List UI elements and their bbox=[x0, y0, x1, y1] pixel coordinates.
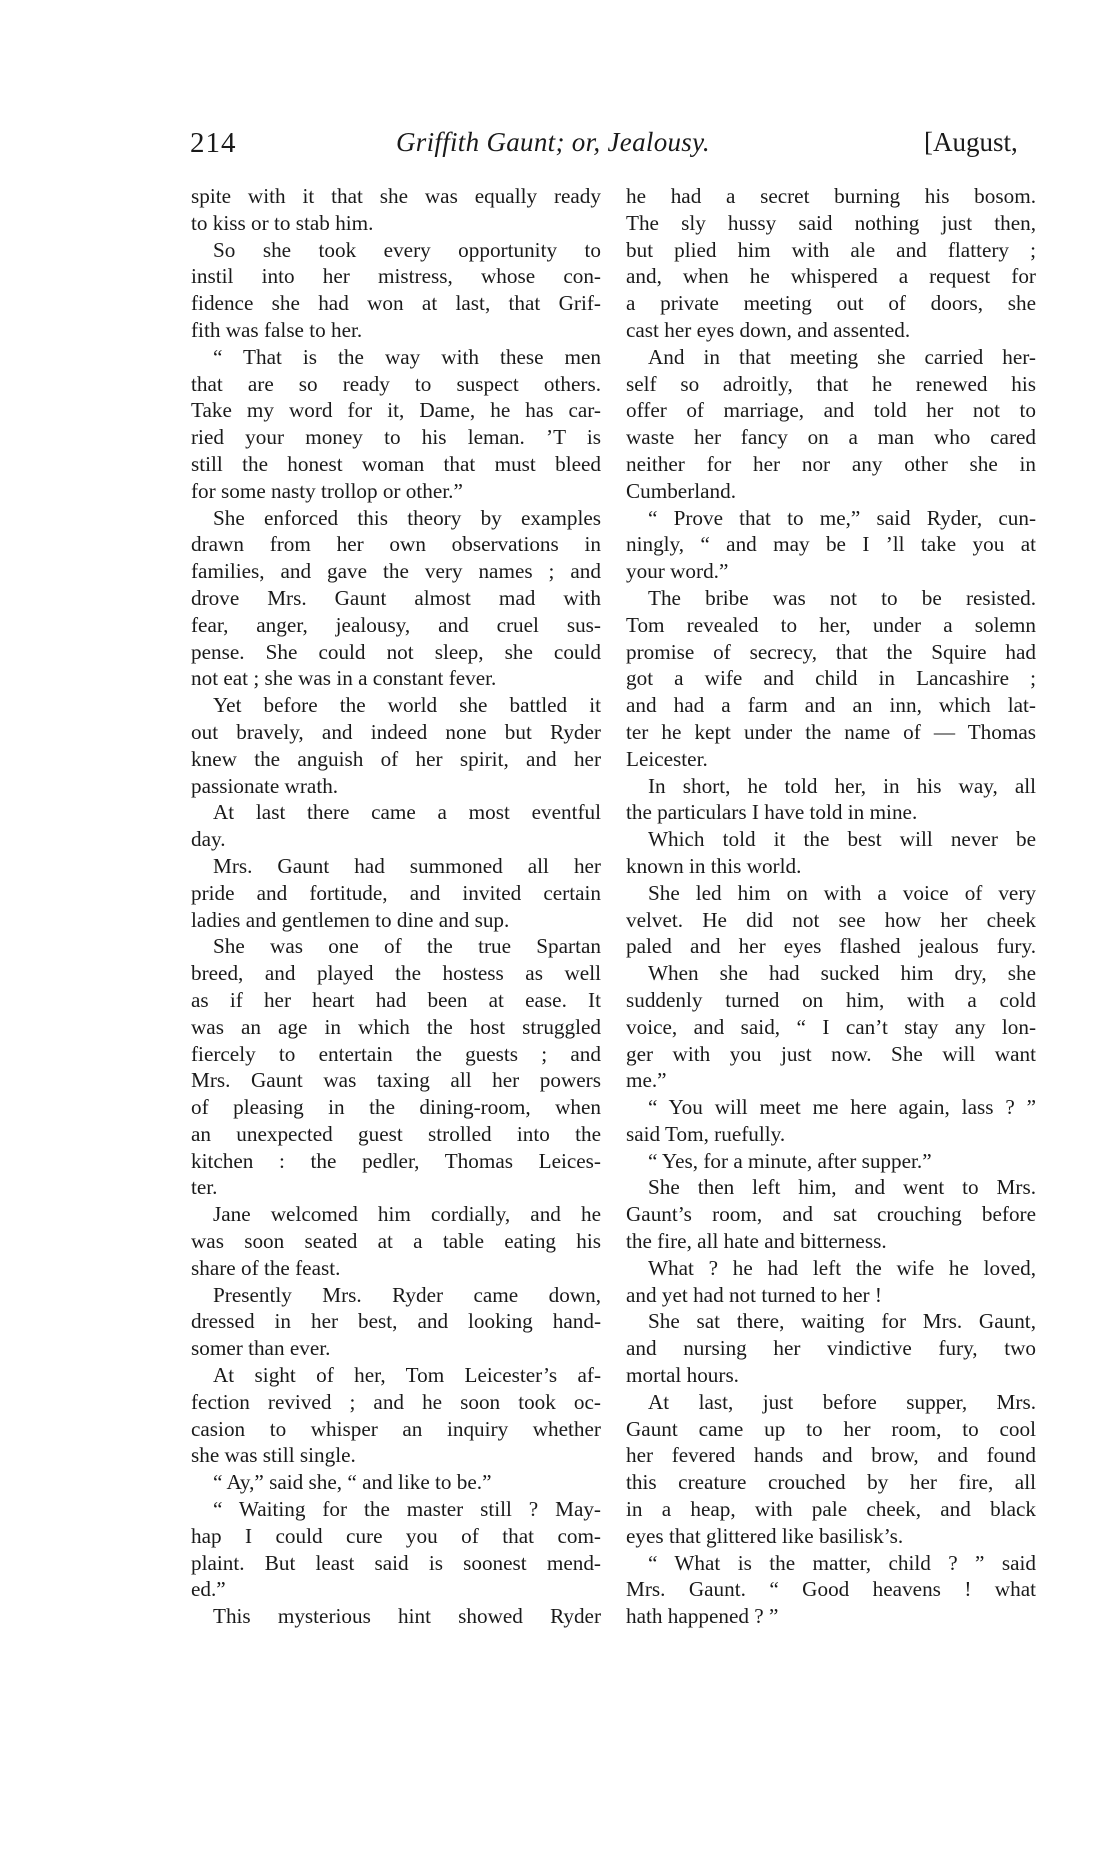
text-line: velvet. He did not see how her cheek bbox=[626, 907, 1036, 932]
text-line: an unexpected guest strolled into the bbox=[191, 1121, 601, 1146]
text-line: plaint. But least said is soonest mend- bbox=[191, 1550, 601, 1575]
text-line: kitchen : the pedler, Thomas Leices- bbox=[191, 1148, 601, 1173]
page-number: 214 bbox=[190, 127, 237, 159]
text-line: and, when he whispered a request for bbox=[626, 264, 1036, 289]
text-line: and nursing her vindictive fury, two bbox=[626, 1336, 1036, 1361]
text-line: ningly, “ and may be I ’ll take you at bbox=[626, 532, 1036, 557]
text-column-right bbox=[626, 183, 1036, 1630]
text-line: When she had sucked him dry, she bbox=[648, 961, 1036, 986]
text-line: She was one of the true Spartan bbox=[213, 934, 601, 959]
text-line: ter. bbox=[191, 1175, 218, 1200]
text-line: She led him on with a voice of very bbox=[648, 880, 1036, 905]
text-line: Cumberland. bbox=[626, 478, 737, 503]
text-line: instil into her mistress, whose con- bbox=[191, 264, 601, 289]
text-line: “ Waiting for the master still ? May- bbox=[213, 1497, 601, 1522]
text-line: Gaunt’s room, and sat crouching before bbox=[626, 1202, 1036, 1227]
text-line: cast her eyes down, and assented. bbox=[626, 317, 911, 342]
text-line: spite with it that she was equally ready bbox=[191, 184, 601, 208]
text-line: her fevered hands and brow, and found bbox=[626, 1443, 1036, 1468]
text-line: mortal hours. bbox=[626, 1363, 739, 1388]
text-line: She sat there, waiting for Mrs. Gaunt, bbox=[648, 1309, 1036, 1334]
text-line: “ What is the matter, child ? ” said bbox=[648, 1550, 1036, 1575]
text-line: “ Ay,” said she, “ and like to be.” bbox=[213, 1470, 492, 1495]
text-line: ter he kept under the name of — Thomas bbox=[626, 719, 1036, 744]
text-line: out bravely, and indeed none but Ryder bbox=[191, 719, 601, 744]
text-line: The bribe was not to be resisted. bbox=[648, 585, 1036, 610]
text-line: paled and her eyes flashed jealous fury. bbox=[626, 934, 1036, 959]
text-line: she was still single. bbox=[191, 1443, 356, 1468]
text-line: and had a farm and an inn, which lat- bbox=[626, 693, 1036, 718]
text-line: breed, and played the hostess as well bbox=[191, 961, 601, 986]
page-header bbox=[0, 0, 1112, 180]
text-line: knew the anguish of her spirit, and her bbox=[191, 746, 601, 771]
text-line: Mrs. Gaunt was taxing all her powers bbox=[191, 1068, 601, 1093]
text-line: pense. She could not sleep, she could bbox=[191, 639, 601, 664]
text-line: In short, he told her, in his way, all bbox=[648, 773, 1036, 798]
text-line: a private meeting out of doors, she bbox=[626, 291, 1036, 316]
text-line: Which told it the best will never be bbox=[648, 827, 1036, 852]
text-line: Tom revealed to her, under a solemn bbox=[626, 612, 1036, 637]
text-line: in a heap, with pale cheek, and black bbox=[626, 1497, 1036, 1522]
text-line: At last, just before supper, Mrs. bbox=[648, 1389, 1036, 1414]
text-line: At last there came a most eventful bbox=[213, 800, 601, 825]
text-line: but plied him with ale and flattery ; bbox=[626, 237, 1036, 262]
text-line: “ Yes, for a minute, after supper.” bbox=[648, 1148, 932, 1173]
text-line: neither for her nor any other she in bbox=[626, 451, 1036, 476]
text-line: fear, anger, jealousy, and cruel sus- bbox=[191, 612, 601, 637]
text-line: said Tom, ruefully. bbox=[626, 1121, 786, 1146]
text-line: She then left him, and went to Mrs. bbox=[648, 1175, 1036, 1200]
text-line: Mrs. Gaunt had summoned all her bbox=[213, 853, 601, 878]
text-line: Jane welcomed him cordially, and he bbox=[213, 1202, 601, 1227]
text-line: Yet before the world she battled it bbox=[213, 693, 601, 718]
text-line: offer of marriage, and told her not to bbox=[626, 398, 1036, 423]
text-line: as if her heart had been at ease. It bbox=[191, 987, 601, 1012]
text-line: fection revived ; and he soon took oc- bbox=[191, 1389, 601, 1414]
text-line: that are so ready to suspect others. bbox=[191, 371, 601, 396]
text-line: voice, and said, “ I can’t stay any lon- bbox=[626, 1014, 1036, 1039]
text-line: the fire, all hate and bitterness. bbox=[626, 1229, 887, 1254]
text-line: day. bbox=[191, 827, 226, 852]
text-line: “ You will meet me here again, lass ? ” bbox=[648, 1095, 1036, 1120]
text-column-left bbox=[191, 183, 601, 1630]
text-line: suddenly turned on him, with a cold bbox=[626, 987, 1036, 1012]
text-line: “ Prove that to me,” said Ryder, cun- bbox=[648, 505, 1036, 530]
text-line: known in this world. bbox=[626, 853, 802, 878]
text-line: Take my word for it, Dame, he has car- bbox=[191, 398, 601, 423]
text-line: So she took every opportunity to bbox=[213, 237, 601, 262]
text-line: At sight of her, Tom Leicester’s af- bbox=[213, 1363, 601, 1388]
text-line: “ That is the way with these men bbox=[213, 344, 601, 369]
text-line: somer than ever. bbox=[191, 1336, 331, 1361]
text-line: share of the feast. bbox=[191, 1255, 341, 1280]
text-line: The sly hussy said nothing just then, bbox=[626, 210, 1036, 235]
text-line: passionate wrath. bbox=[191, 773, 339, 798]
text-line: self so adroitly, that he renewed his bbox=[626, 371, 1036, 396]
text-line: was an age in which the host struggled bbox=[191, 1014, 601, 1039]
text-line: What ? he had left the wife he loved, bbox=[648, 1255, 1036, 1280]
running-title: Griffith Gaunt; or, Jealousy. bbox=[396, 127, 710, 157]
text-line: ladies and gentlemen to dine and sup. bbox=[191, 907, 510, 932]
text-line: Gaunt came up to her room, to cool bbox=[626, 1416, 1036, 1441]
text-line: the particulars I have told in mine. bbox=[626, 800, 918, 825]
text-line: to kiss or to stab him. bbox=[191, 210, 374, 235]
text-line: ed.” bbox=[191, 1577, 226, 1602]
text-line: fidence she had won at last, that Grif- bbox=[191, 291, 601, 316]
text-line: Presently Mrs. Ryder came down, bbox=[213, 1282, 601, 1307]
text-line: drove Mrs. Gaunt almost mad with bbox=[191, 585, 601, 610]
text-line: hap I could cure you of that com- bbox=[191, 1523, 601, 1548]
text-line: your word.” bbox=[626, 559, 729, 584]
text-line: She enforced this theory by examples bbox=[213, 505, 601, 530]
text-line: And in that meeting she carried her- bbox=[648, 344, 1036, 369]
text-line: hath happened ? ” bbox=[626, 1604, 779, 1629]
text-line: was soon seated at a table eating his bbox=[191, 1229, 601, 1254]
text-line: for some nasty trollop or other.” bbox=[191, 478, 463, 503]
text-line: eyes that glittered like basilisk’s. bbox=[626, 1523, 904, 1548]
text-line: and yet had not turned to her ! bbox=[626, 1282, 882, 1307]
text-line: of pleasing in the dining-room, when bbox=[191, 1095, 601, 1120]
text-line: promise of secrecy, that the Squire had bbox=[626, 639, 1036, 664]
text-line: ger with you just now. She will want bbox=[626, 1041, 1036, 1066]
text-line: drawn from her own observations in bbox=[191, 532, 601, 557]
text-line: dressed in her best, and looking hand- bbox=[191, 1309, 601, 1334]
text-line: fith was false to her. bbox=[191, 317, 363, 342]
running-date: [August, bbox=[924, 127, 1018, 157]
text-line: Mrs. Gaunt. “ Good heavens ! what bbox=[626, 1577, 1036, 1602]
text-line: got a wife and child in Lancashire ; bbox=[626, 666, 1036, 691]
text-line: waste her fancy on a man who cared bbox=[626, 425, 1036, 450]
text-line: This mysterious hint showed Ryder bbox=[213, 1604, 601, 1629]
text-line: me.” bbox=[626, 1068, 667, 1093]
text-line: ried your money to his leman. ’T is bbox=[191, 425, 601, 450]
text-line: he had a secret burning his bosom. bbox=[626, 184, 1036, 208]
text-line: fiercely to entertain the guests ; and bbox=[191, 1041, 601, 1066]
text-line: Leicester. bbox=[626, 746, 708, 771]
text-line: pride and fortitude, and invited certain bbox=[191, 880, 601, 905]
text-line: families, and gave the very names ; and bbox=[191, 559, 601, 584]
text-line: still the honest woman that must bleed bbox=[191, 451, 601, 476]
text-line: casion to whisper an inquiry whether bbox=[191, 1416, 601, 1441]
text-line: not eat ; she was in a constant fever. bbox=[191, 666, 497, 691]
text-line: this creature crouched by her fire, all bbox=[626, 1470, 1036, 1495]
